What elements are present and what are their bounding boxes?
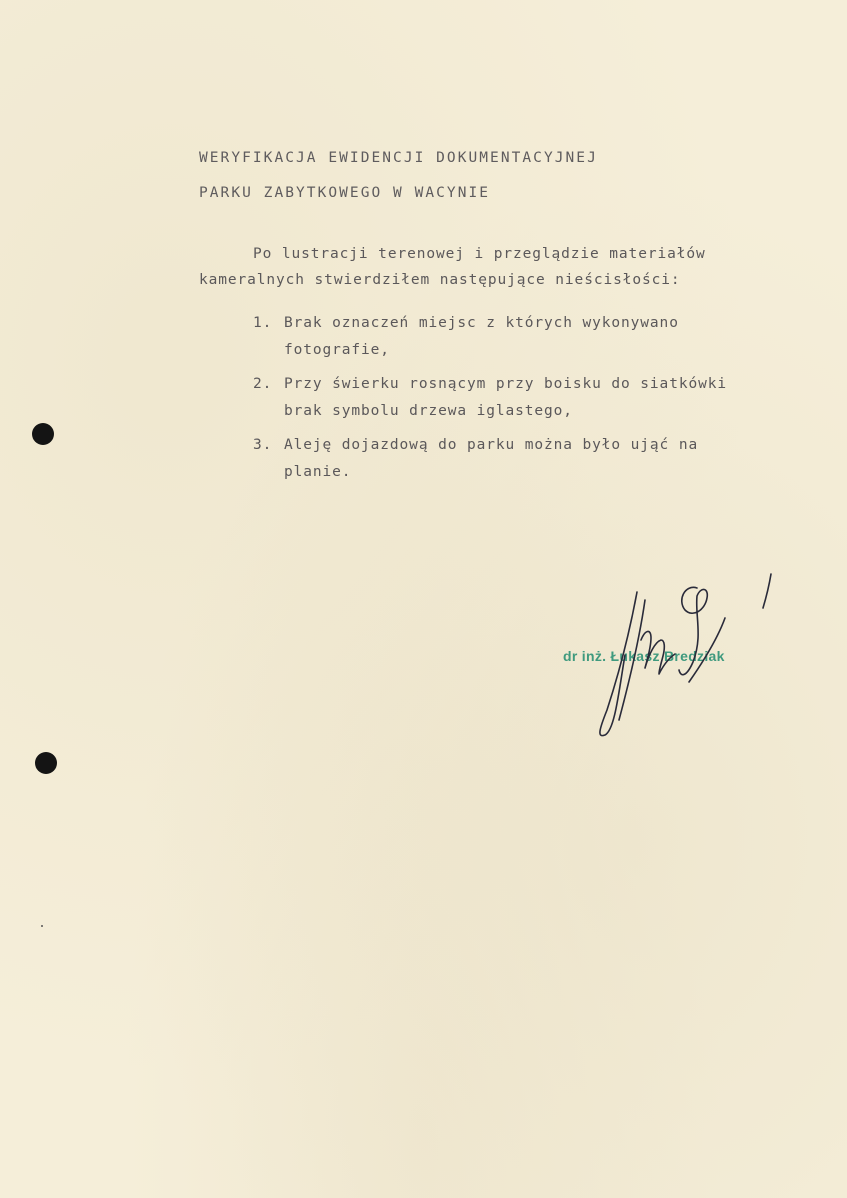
item-2-line-2: brak symbolu drzewa iglastego, bbox=[284, 403, 573, 419]
item-number-1: 1. bbox=[253, 315, 273, 331]
item-1-line-2: fotografie, bbox=[284, 342, 390, 358]
handwritten-signature bbox=[585, 570, 785, 745]
paper-speck bbox=[41, 925, 43, 927]
item-2-line-1: Przy świerku rosnącym przy boisku do siatkówki bbox=[284, 376, 727, 392]
item-number-3: 3. bbox=[253, 437, 273, 453]
intro-line-1: Po lustracji terenowej i przeglądzie materiałów bbox=[253, 246, 706, 262]
name-stamp: dr inż. Łukasz Bredziak bbox=[563, 648, 725, 664]
punch-hole-top bbox=[32, 423, 54, 445]
item-3-line-1: Aleję dojazdową do parku można było ująć na bbox=[284, 437, 699, 453]
intro-line-2: kameralnych stwierdziłem następujące nieścisłości: bbox=[199, 272, 681, 288]
item-3-line-2: planie. bbox=[284, 464, 352, 480]
heading-line-2: PARKU ZABYTKOWEGO W WACYNIE bbox=[199, 185, 491, 201]
punch-hole-bottom bbox=[35, 752, 57, 774]
heading-line-1: WERYFIKACJA EWIDENCJI DOKUMENTACYJNEJ bbox=[199, 150, 598, 166]
item-number-2: 2. bbox=[253, 376, 273, 392]
item-1-line-1: Brak oznaczeń miejsc z których wykonywano bbox=[284, 315, 679, 331]
